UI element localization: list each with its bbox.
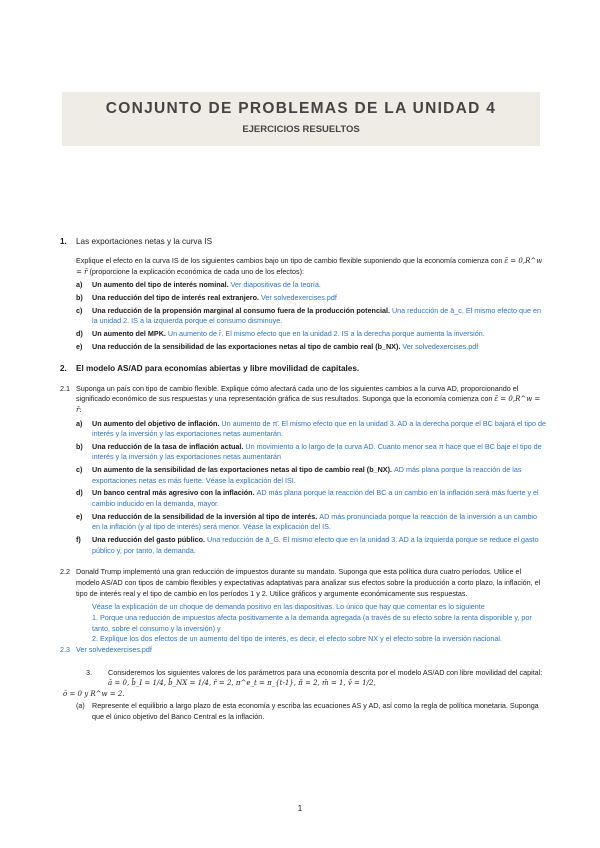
item-answer: AD más pronunciada porque la reacción de la inversión a un cambio en la inflación (y al tipo de interés) será menor. Véase la explicación del IS.: [92, 511, 538, 532]
problem-number: 2.3: [60, 644, 70, 654]
problem-text: Donald Trump implementó una gran reducción de impuestos durante su mandato. Suponga que esta política dura cuatro períodos. Utilice el modelo AS/AD con tipos de cambio flexibles y expectativas adaptativas para analizar sus efectos sobre la producción a corto plazo, la inflación, el tipo de interés real y el tipo de cambio en los períodos 1 y 2. Utilice gráficos y argumente económicamente sus respuestas.: [76, 567, 541, 598]
item-text: [92, 465, 546, 486]
answer-2-2-line-1: Véase la explicación de un choque de demanda positivo en las diapositivas. Lo único que hay que comentar es lo siguiente: [92, 602, 485, 612]
section-1-intro: [76, 256, 546, 277]
list-item: [76, 306, 546, 327]
section-title: Las exportaciones netas y la curva IS: [76, 237, 213, 246]
item-question: Un aumento del MPK.: [92, 329, 168, 339]
item-text: [92, 329, 485, 340]
list-item: [76, 419, 546, 440]
intro-text: Explique el efecto en la curva IS de los siguientes cambios bajo un tipo de cambio flexible suponiendo que la economía comienza con: [76, 256, 503, 266]
problem-2-3: [60, 645, 546, 656]
problem-3: [86, 668, 546, 689]
item-answer: Un aumento de π̄. El mismo efecto que en la unidad 3. AD a la derecha porque el BC bajará el tipo de interés y la inversión y las exportaciones netas aumentarán.: [92, 418, 546, 439]
problem-number: 2.1: [60, 383, 70, 393]
item-answer: Un movimiento a lo largo de la curva AD. Cuanto menor sea π hace que el BC baje el tipo de interés y la inversión y las exportaciones netas aumentarán: [92, 441, 542, 462]
item-text: [92, 419, 546, 440]
item-label: f): [76, 535, 81, 545]
item-text: [92, 280, 321, 291]
problem-2-2: [60, 567, 546, 599]
problem-2-1-items: [60, 419, 546, 557]
item-question: Un banco central más agresivo con la inflación.: [92, 488, 257, 498]
item-answer: Un aumento de r̄. El mismo efecto que en la unidad 2. IS a la derecha porque aumenta la inversión.: [167, 329, 485, 339]
item-label: e): [76, 341, 83, 351]
item-label: b): [76, 293, 83, 303]
problem-text: [76, 384, 546, 416]
item-text: Represente el equilibrio a largo plazo de esta economía y escriba las ecuaciones AS y AD, así como la regla de política monetaria. Suponga que el único objetivo del Banco Central es la inflación.: [92, 701, 539, 721]
section-1-items: [60, 280, 546, 352]
section-title: El modelo AS/AD para economías abiertas y libre movilidad de capitales.: [76, 364, 360, 374]
item-text: [92, 488, 546, 509]
page-number: 1: [297, 804, 303, 813]
problem-text: Ver solvedexercises.pdf: [76, 644, 152, 654]
list-item: [76, 512, 546, 533]
problem-number: 2.2: [60, 567, 70, 577]
list-item: [76, 535, 546, 556]
item-question: Una reducción de la tasa de inflación actual.: [92, 441, 246, 451]
item-text: [92, 342, 478, 353]
item-text: [92, 535, 546, 556]
section-1-heading: [60, 236, 546, 248]
problem-body: Consideremos los siguientes valores de los parámetros para una economía descrita por el modelo AS/AD con libre movilidad del capital:: [108, 667, 543, 677]
problem-body: Suponga un país con tipo de cambio flexible. Explique cómo afectará cada uno de los siguientes cambios a la curva AD, proporcionando el significado económico de sus respuestas y una representación gráfica de sus resultados. Suponga que la economía comienza con: [76, 383, 519, 404]
problem-math: ε̃ = 0,R^w = r̄:: [76, 395, 541, 414]
item-answer: AD más plana porque la reacción de las exportaciones netas es más fuerte. Véase la explicación del ISI.: [92, 465, 522, 485]
item-answer: Una reducción de ā_G. El mismo efecto que en la unidad 3. AD a la izquierda porque se reduce el gasto público y, por tanto, la demanda.: [92, 535, 539, 555]
item-answer: Ver diapositivas de la teoría.: [230, 280, 321, 290]
item-answer: Ver solvedexercises.pdf: [260, 293, 337, 303]
item-label: d): [76, 488, 83, 498]
answer-2-2-line-2: 1. Porque una reducción de impuestos afecta positivamente a la demanda agregada (a través de su efecto sobre la renta disponible y, por tanto, sobre el consumo y la inversión) y: [92, 613, 532, 633]
section-2-heading: [60, 363, 546, 375]
item-text: [92, 442, 546, 463]
item-label: d): [76, 329, 83, 339]
problem-number: 3.: [86, 667, 92, 677]
item-question: Un aumento del tipo de interés nominal.: [92, 280, 231, 290]
page-title: CONJUNTO DE PROBLEMAS DE LA UNIDAD 4: [105, 100, 497, 117]
problem-3-text: [108, 668, 546, 689]
item-question: Una reducción de la sensibilidad de las exportaciones netas al tipo de cambio real (b_NX).: [92, 341, 403, 351]
list-item: [76, 442, 546, 463]
item-text: [92, 512, 546, 533]
item-text: [92, 293, 337, 304]
document-body: [60, 236, 546, 723]
item-label: a): [76, 418, 83, 428]
item-question: Una reducción del tipo de interés real extranjero.: [92, 293, 261, 303]
item-answer: AD más plana porque la reacción del BC a un cambio en la inflación será más fuerte y el cambio inducido en la demanda, mayor.: [92, 488, 539, 509]
item-question: Una reducción del gasto público.: [92, 535, 208, 545]
problem-2-1: [60, 384, 546, 416]
item-label: c): [76, 305, 83, 315]
section-number: 1.: [60, 237, 67, 246]
intro-end: (proporcione la explicación económica de cada uno de los efectos):: [89, 266, 304, 276]
list-item: [76, 465, 546, 486]
item-label: a): [76, 280, 83, 290]
item-label: b): [76, 441, 83, 451]
list-item: [76, 280, 546, 291]
item-question: Un aumento del objetivo de inflación.: [92, 418, 222, 428]
item-label: (a): [76, 701, 85, 711]
parameter-list: ā = 0, b̄_I = 1/4, b̄_NX = 1/4, r̄ = 2, π^e_t = π_{t-1}, π̄ = 2, m̄ = 1, v̄ = 1/2,: [108, 679, 376, 688]
item-question: Un aumento de la sensibilidad de las exportaciones netas al tipo de cambio real (b_NX).: [92, 465, 394, 475]
problem-3-a: [76, 701, 546, 722]
item-answer: Ver solvedexercises.pdf: [402, 341, 479, 351]
list-item: [76, 329, 546, 340]
answer-2-2-line-3: 2. Explique los dos efectos de un aumento del tipo de interés, es decir, el efecto sobre NX y el efecto sobre la inversión nacional.: [92, 634, 502, 644]
list-item: [76, 488, 546, 509]
item-label: e): [76, 511, 83, 521]
item-question: Una reducción de la sensibilidad de la inversión al tipo de interés.: [92, 511, 320, 521]
parameter-list-continued: ō = 0 y R^w = 2.: [63, 689, 125, 698]
item-label: c): [76, 465, 83, 475]
item-text: [92, 306, 546, 327]
section-number: 2.: [60, 364, 67, 374]
title-box: [62, 92, 540, 146]
page-subtitle: EJERCICIOS RESUELTOS: [242, 124, 360, 135]
list-item: [76, 342, 546, 353]
intro-math: ε̃ = 0,R^w = r̄: [76, 257, 543, 276]
list-item: [76, 293, 546, 304]
item-answer: Una reducción de ā_c. El mismo efecto que en la unidad 2. IS a la izquierda porque el consumo disminuye.: [92, 305, 541, 326]
item-question: Una reducción de la propensión marginal al consumo fuera de la producción potencial.: [92, 305, 392, 315]
